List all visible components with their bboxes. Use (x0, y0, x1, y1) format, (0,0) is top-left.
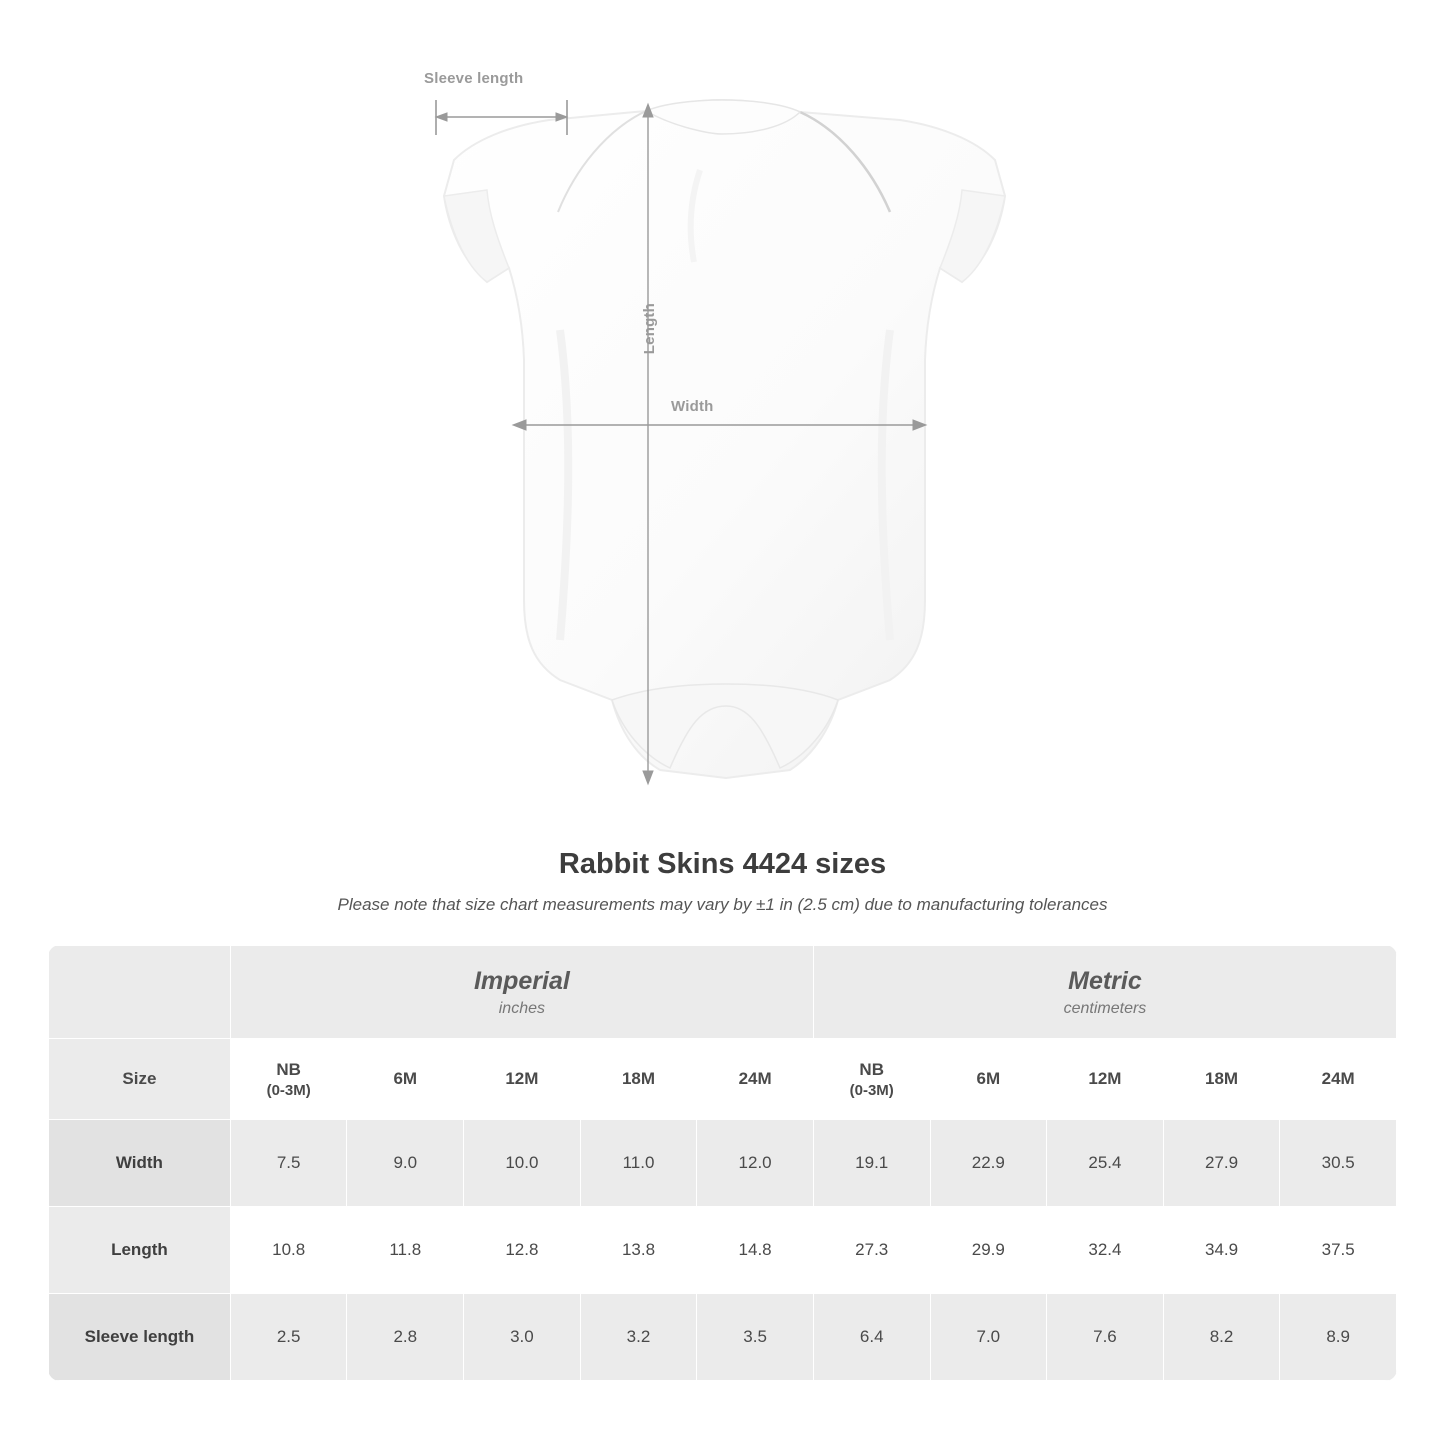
cell-length-6m-cm: 29.9 (930, 1207, 1047, 1294)
size-table (48, 945, 1397, 1381)
unit-sub-metric: centimeters (1063, 999, 1147, 1017)
cell-sleeve-18m-cm: 8.2 (1163, 1294, 1280, 1381)
cell-width-18m-cm: 27.9 (1163, 1120, 1280, 1207)
cell-width-24m-cm: 30.5 (1280, 1120, 1397, 1207)
size-table-wrapper (48, 945, 1397, 1381)
length-dimension-label: Length (641, 303, 658, 355)
cell-width-nb-cm: 19.1 (813, 1120, 930, 1207)
cell-sleeve-6m-in: 2.8 (347, 1294, 464, 1381)
title-block (0, 848, 1445, 915)
column-header-6m-imperial: 6M (347, 1039, 464, 1120)
table-row (49, 1120, 1397, 1207)
cell-sleeve-24m-cm: 8.9 (1280, 1294, 1397, 1381)
column-header-12m-imperial: 12M (464, 1039, 581, 1120)
column-label: NB (276, 1059, 301, 1079)
cell-length-18m-in: 13.8 (580, 1207, 697, 1294)
column-header-12m-metric: 12M (1047, 1039, 1164, 1120)
table-row (49, 1207, 1397, 1294)
cell-sleeve-24m-in: 3.5 (697, 1294, 814, 1381)
cell-width-24m-in: 12.0 (697, 1120, 814, 1207)
column-header-6m-metric: 6M (930, 1039, 1047, 1120)
row-label-length: Length (49, 1207, 231, 1294)
cell-length-nb-cm: 27.3 (813, 1207, 930, 1294)
column-header-nb-imperial (230, 1039, 347, 1120)
column-label: NB (859, 1059, 884, 1079)
cell-width-6m-cm: 22.9 (930, 1120, 1047, 1207)
size-header-row (49, 1039, 1397, 1120)
row-label-width: Width (49, 1120, 231, 1207)
cell-width-12m-cm: 25.4 (1047, 1120, 1164, 1207)
row-label-sleeve-length: Sleeve length (49, 1294, 231, 1381)
unit-header-row (49, 946, 1397, 1039)
cell-sleeve-12m-in: 3.0 (464, 1294, 581, 1381)
unit-group-metric (813, 946, 1396, 1039)
cell-width-nb-in: 7.5 (230, 1120, 347, 1207)
cell-width-6m-in: 9.0 (347, 1120, 464, 1207)
table-corner-cell (49, 946, 231, 1039)
cell-sleeve-nb-in: 2.5 (230, 1294, 347, 1381)
cell-sleeve-12m-cm: 7.6 (1047, 1294, 1164, 1381)
sleeve-length-dimension-label: Sleeve length (424, 70, 524, 87)
column-header-18m-metric: 18M (1163, 1039, 1280, 1120)
unit-group-imperial (230, 946, 813, 1039)
page-title: Rabbit Skins 4424 sizes (558, 848, 887, 880)
cell-length-12m-in: 12.8 (464, 1207, 581, 1294)
table-row (49, 1294, 1397, 1381)
unit-name-imperial: Imperial (473, 966, 570, 995)
cell-width-12m-in: 10.0 (464, 1120, 581, 1207)
column-sublabel: (0-3M) (266, 1081, 311, 1099)
unit-name-metric: Metric (1068, 966, 1142, 995)
cell-length-6m-in: 11.8 (347, 1207, 464, 1294)
bodysuit-shape (444, 100, 1005, 778)
width-dimension-label: Width (671, 398, 714, 415)
cell-width-18m-in: 11.0 (580, 1120, 697, 1207)
cell-sleeve-6m-cm: 7.0 (930, 1294, 1047, 1381)
column-sublabel: (0-3M) (849, 1081, 894, 1099)
column-header-nb-metric (813, 1039, 930, 1120)
unit-sub-imperial: inches (498, 999, 545, 1017)
column-header-24m-imperial: 24M (697, 1039, 814, 1120)
cell-length-24m-in: 14.8 (697, 1207, 814, 1294)
column-header-18m-imperial: 18M (580, 1039, 697, 1120)
cell-sleeve-nb-cm: 6.4 (813, 1294, 930, 1381)
size-header-cell: Size (49, 1039, 231, 1120)
cell-length-18m-cm: 34.9 (1163, 1207, 1280, 1294)
cell-length-24m-cm: 37.5 (1280, 1207, 1397, 1294)
cell-length-12m-cm: 32.4 (1047, 1207, 1164, 1294)
cell-length-nb-in: 10.8 (230, 1207, 347, 1294)
tolerance-note: Please note that size chart measurements may vary by ±1 in (2.5 cm) due to manufacturing tolerances (337, 895, 1108, 914)
cell-sleeve-18m-in: 3.2 (580, 1294, 697, 1381)
column-header-24m-metric: 24M (1280, 1039, 1397, 1120)
